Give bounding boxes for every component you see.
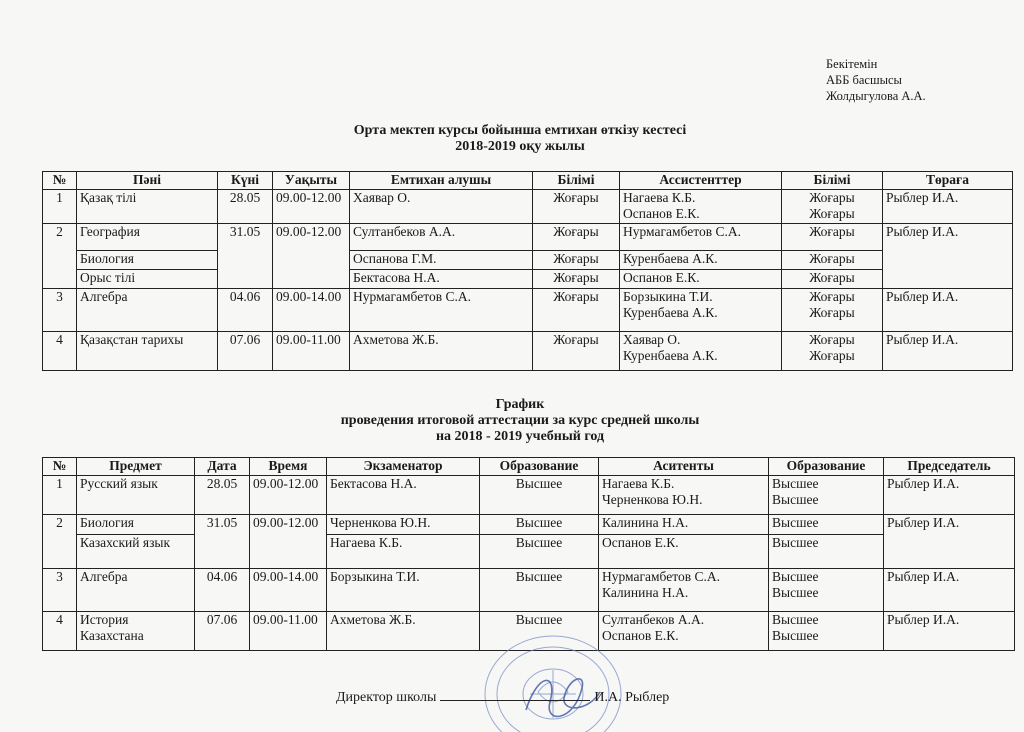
row-date: 07.06 [218, 332, 273, 371]
row-assistants: Куренбаева А.К. [620, 251, 782, 270]
row-assist-edu [769, 569, 884, 612]
row-num: 2 [43, 515, 77, 535]
row-edu: Жоғары [533, 190, 620, 224]
assistant-name: Куренбаева А.К. [623, 305, 718, 320]
kz-header-num: № [43, 172, 77, 190]
kz-header-time: Уақыты [273, 172, 350, 190]
row-chair: Рыблер И.А. [883, 190, 1013, 224]
row-assist-edu [782, 190, 883, 224]
assistant-edu: Высшее [772, 492, 819, 507]
row-time: 09.00-12.00 [250, 515, 327, 535]
assistant-edu: Высшее [772, 628, 819, 643]
assistant-name: Оспанов Е.К. [623, 206, 700, 221]
assistant-edu: Жоғары [809, 289, 855, 304]
row-assist-edu [782, 289, 883, 332]
row-num: 3 [43, 569, 77, 612]
row-chair: Рыблер И.А. [884, 569, 1015, 612]
row-edu: Жоғары [533, 270, 620, 289]
row-edu: Высшее [480, 569, 599, 612]
ru-header-subject: Предмет [77, 458, 195, 476]
director-name: И.А. Рыблер [594, 690, 670, 705]
row-time: 09.00-11.00 [250, 612, 327, 651]
approval-line-1: Бекітемін [826, 57, 878, 71]
row-chair: Рыблер И.А. [883, 224, 1013, 251]
row-edu: Высшее [480, 476, 599, 515]
ru-header-chair: Председатель [884, 458, 1015, 476]
ru-title-line-3: на 2018 - 2019 учебный год [435, 429, 605, 444]
row-assistants [620, 289, 782, 332]
assistant-name: Нагаева К.Б. [602, 476, 675, 491]
approval-line-3: Жолдыгулова А.А. [826, 89, 926, 103]
ru-header-date: Дата [195, 458, 250, 476]
row-examiner: Бектасова Н.А. [350, 270, 533, 289]
assistant-edu: Высшее [772, 612, 819, 627]
row-chair: Рыблер И.А. [884, 476, 1015, 515]
assistant-edu: Жоғары [809, 190, 855, 205]
row-time: 09.00-11.00 [273, 332, 350, 371]
kz-header-examiner: Емтихан алушы [350, 172, 533, 190]
row-subject: Алгебра [77, 569, 195, 612]
row-chair: Рыблер И.А. [884, 612, 1015, 651]
assistant-name: Борзыкина Т.И. [623, 289, 713, 304]
row-assist-edu [782, 332, 883, 371]
row-assist-edu: Высшее [769, 535, 884, 569]
row-assist-edu: Жоғары [782, 251, 883, 270]
row-subject: Орыс тілі [77, 270, 218, 289]
table-row [43, 224, 1013, 251]
assistant-name: Нурмагамбетов С.А. [602, 569, 720, 584]
row-chair: Рыблер И.А. [884, 515, 1015, 535]
assistant-name: Султанбеков А.А. [602, 612, 705, 627]
kz-title [0, 123, 1024, 155]
row-assistants: Оспанов Е.К. [620, 270, 782, 289]
ru-header-edu: Образование [480, 458, 599, 476]
kz-header-subject: Пәні [77, 172, 218, 190]
row-assistants [599, 476, 769, 515]
row-edu: Высшее [480, 612, 599, 651]
row-subject: Биология [77, 515, 195, 535]
row-num: 4 [43, 332, 77, 371]
row-chair: Рыблер И.А. [883, 332, 1013, 371]
row-assist-edu: Жоғары [782, 270, 883, 289]
table-row [43, 535, 1015, 569]
ru-header-time: Время [250, 458, 327, 476]
ru-title-line-2: проведения итоговой аттестации за курс средней школы [340, 413, 700, 428]
table-row [43, 569, 1015, 612]
table-row [43, 515, 1015, 535]
row-assistants: Нурмагамбетов С.А. [620, 224, 782, 251]
row-examiner: Борзыкина Т.И. [327, 569, 480, 612]
row-examiner: Оспанова Г.М. [350, 251, 533, 270]
row-time: 09.00-12.00 [250, 476, 327, 515]
row-subject: География [77, 224, 218, 251]
row-assist-edu: Высшее [769, 515, 884, 535]
ru-title-line-1: График [495, 397, 545, 412]
row-subject: Қазақ тілі [77, 190, 218, 224]
row-examiner: Черненкова Ю.Н. [327, 515, 480, 535]
table-row [43, 332, 1013, 371]
row-date: 04.06 [218, 289, 273, 332]
row-date: 28.05 [218, 190, 273, 224]
ru-exam-table [42, 457, 1015, 651]
table-row [43, 251, 1013, 270]
kz-exam-table [42, 171, 1013, 371]
approval-line-2: АББ басшысы [826, 73, 902, 87]
assistant-name: Куренбаева А.К. [623, 348, 718, 363]
assistant-edu: Высшее [772, 585, 819, 600]
table-row [43, 190, 1013, 224]
ru-header-assistants: Аситенты [599, 458, 769, 476]
ru-header-examiner: Экзаменатор [327, 458, 480, 476]
kz-title-line-1: Орта мектеп курсы бойынша емтихан өткізу кестесі [353, 123, 687, 138]
row-edu: Высшее [480, 535, 599, 569]
row-num: 1 [43, 190, 77, 224]
kz-header-row [43, 172, 1013, 190]
row-subject: История Казахстана [77, 612, 195, 651]
row-num: 4 [43, 612, 77, 651]
assistant-edu: Высшее [772, 476, 819, 491]
row-assistants [599, 569, 769, 612]
assistant-name: Хаявар О. [623, 332, 681, 347]
assistant-edu: Высшее [772, 569, 819, 584]
assistant-name: Оспанов Е.К. [602, 628, 679, 643]
ru-title [0, 397, 1024, 445]
kz-header-date: Күні [218, 172, 273, 190]
row-date: 31.05 [195, 515, 250, 535]
row-date: 28.05 [195, 476, 250, 515]
row-date: 31.05 [218, 224, 273, 251]
row-edu: Жоғары [533, 251, 620, 270]
row-examiner: Нагаева К.Б. [327, 535, 480, 569]
row-assistants [620, 190, 782, 224]
row-edu: Высшее [480, 515, 599, 535]
assistant-edu: Жоғары [809, 348, 855, 363]
assistant-edu: Жоғары [809, 332, 855, 347]
row-time: 09.00-12.00 [273, 224, 350, 251]
row-assist-edu [769, 476, 884, 515]
row-assistants: Оспанов Е.К. [599, 535, 769, 569]
table-row [43, 476, 1015, 515]
row-subject: Русский язык [77, 476, 195, 515]
signature-blank [440, 686, 590, 701]
row-examiner: Бектасова Н.А. [327, 476, 480, 515]
ru-header-num: № [43, 458, 77, 476]
row-edu: Жоғары [533, 332, 620, 371]
row-num: 1 [43, 476, 77, 515]
ru-header-row [43, 458, 1015, 476]
kz-header-assistants: Ассистенттер [620, 172, 782, 190]
row-subject: Биология [77, 251, 218, 270]
ru-header-assist-edu: Образование [769, 458, 884, 476]
row-chair: Рыблер И.А. [883, 289, 1013, 332]
table-row [43, 270, 1013, 289]
assistant-name: Черненкова Ю.Н. [602, 492, 703, 507]
official-stamp [478, 632, 628, 732]
assistant-name: Нагаева К.Б. [623, 190, 696, 205]
row-edu: Жоғары [533, 224, 620, 251]
assistant-edu: Жоғары [809, 305, 855, 320]
row-assistants: Калинина Н.А. [599, 515, 769, 535]
kz-header-chair: Төраға [883, 172, 1013, 190]
row-subject: Алгебра [77, 289, 218, 332]
assistant-name: Калинина Н.А. [602, 585, 689, 600]
kz-title-line-2: 2018-2019 оқу жылы [455, 139, 585, 154]
row-time: 09.00-12.00 [273, 190, 350, 224]
row-examiner: Нурмагамбетов С.А. [350, 289, 533, 332]
row-time: 09.00-14.00 [273, 289, 350, 332]
row-edu: Жоғары [533, 289, 620, 332]
assistant-edu: Жоғары [809, 206, 855, 221]
row-examiner: Ахметова Ж.Б. [350, 332, 533, 371]
row-num: 3 [43, 289, 77, 332]
row-date: 04.06 [195, 569, 250, 612]
kz-header-edu: Білімі [533, 172, 620, 190]
row-subject: Казахский язык [77, 535, 195, 569]
row-assistants [620, 332, 782, 371]
row-date: 07.06 [195, 612, 250, 651]
row-num: 2 [43, 224, 77, 251]
table-row [43, 289, 1013, 332]
row-assist-edu [769, 612, 884, 651]
approval-block [826, 56, 1016, 104]
director-label: Директор школы [336, 690, 437, 705]
row-examiner: Ахметова Ж.Б. [327, 612, 480, 651]
row-time: 09.00-14.00 [250, 569, 327, 612]
kz-header-assist-edu: Білімі [782, 172, 883, 190]
row-assist-edu: Жоғары [782, 224, 883, 251]
row-examiner: Султанбеков А.А. [350, 224, 533, 251]
row-examiner: Хаявар О. [350, 190, 533, 224]
row-subject: Қазақстан тарихы [77, 332, 218, 371]
signature-line [336, 686, 669, 706]
